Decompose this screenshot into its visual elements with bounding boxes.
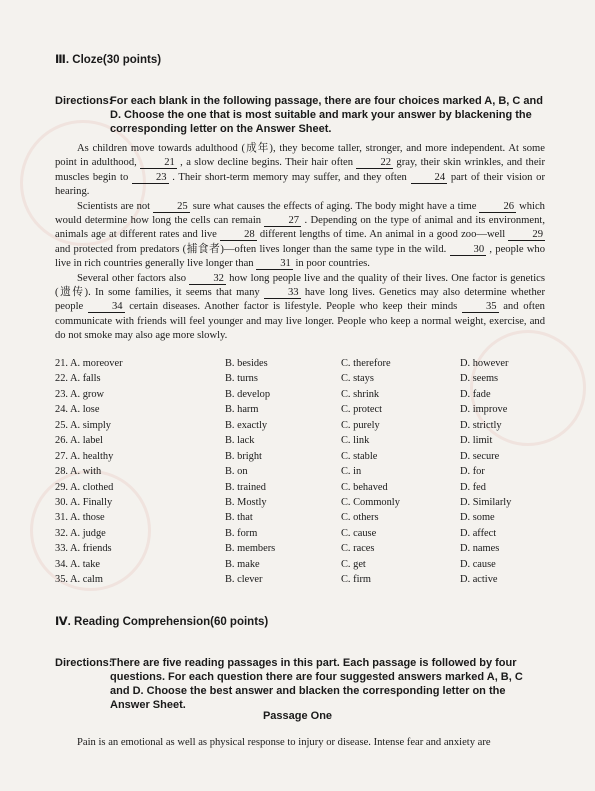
cloze-blank: 35 [462,301,499,313]
passage-paragraph [55,142,545,200]
passage-first-line: Pain is an emotional as well as physical response to injury or disease. Intense fear and anxiety are [77,737,491,748]
passage-text: As children move towards adulthood (成年), they become taller, stronger, and more independent. At some point in adulthood, [55,143,545,169]
choice-option-c: C. races [341,543,375,555]
choice-row [55,402,545,417]
passage-text: how long people live and the quality of their lives. One factor is genetics (遗传). In some families, it seems that many [55,272,545,299]
passage-text: Several other factors also [77,272,187,284]
choice-option-c: C. cause [341,527,377,539]
choice-option-a: 29. A. clothed [55,481,114,493]
choice-row [55,449,545,464]
passage-text: and often communicate with friends will feel younger and may live longer. People who keep a normal weight, exercise, and do not smoke may also age more slowly. [55,301,545,342]
choice-option-b: B. make [225,558,260,570]
passage-text: certain diseases. Another factor is lifestyle. People who keep their minds [129,301,458,313]
choice-option-a: 34. A. take [55,558,101,570]
directions-label: Directions: [55,657,113,669]
choice-option-b: B. trained [225,481,266,493]
choice-row [55,557,545,572]
passage-paragraph [55,272,545,344]
choice-row [55,495,545,510]
choice-option-b: B. on [225,466,248,478]
directions-text: For each blank in the following passage, there are four choices marked A, B, C and D. Choose the one that is most suitable and mark your answer by blackening the corresponding letter on the Answer Sheet. [110,95,543,135]
choice-option-c: C. purely [341,419,380,431]
choice-option-d: D. seems [460,373,499,385]
choice-option-b: B. turns [225,373,258,385]
choice-option-c: C. Commonly [341,496,400,508]
choice-option-a: 27. A. healthy [55,450,114,462]
cloze-blank: 30 [450,244,487,256]
choice-option-a: 32. A. judge [55,527,106,539]
passage-text: Scientists are not [77,200,151,212]
choice-option-a: 26. A. label [55,435,103,447]
passage-text: have long lives. Genetics may also determine whether people [55,287,545,313]
passage-text: which would determine how long the cells can remain [55,200,545,227]
passage-paragraph [55,200,545,272]
choice-option-d: D. strictly [460,419,502,431]
choice-option-d: D. cause [460,558,496,570]
choice-row [55,541,545,556]
section-title-cloze: Ⅲ. Cloze(30 points) [55,54,162,66]
passage-text: and protected from predators (捕食者)—often lives longer than the same type in the wild. [55,243,447,255]
choice-option-d: D. names [460,543,500,555]
choice-row [55,480,545,495]
choice-option-c: C. behaved [341,481,388,493]
passage-text: , people who live in rich countries generally live longer than [55,243,545,270]
choice-option-a: 25. A. simply [55,419,112,431]
choice-option-a: 23. A. grow [55,388,105,400]
cloze-blank: 27 [264,215,301,227]
passage-text: different lengths of time. An animal in a good zoo—well [259,229,506,241]
choice-option-b: B. that [225,512,253,524]
choice-option-b: B. lack [225,435,255,447]
choice-option-d: D. improve [460,404,508,416]
choice-option-a: 24. A. lose [55,404,100,416]
choice-option-d: D. secure [460,450,500,462]
choice-option-a: 28. A. with [55,466,102,478]
choice-option-b: B. form [225,527,258,539]
choice-row [55,526,545,541]
choice-row [55,387,545,402]
choice-option-c: C. protect [341,404,382,416]
choice-option-b: B. harm [225,404,259,416]
passage-text: part of their vision or hearing. [55,171,545,198]
cloze-blank: 28 [220,229,257,241]
directions-label: Directions: [55,95,113,107]
choice-row [55,356,545,371]
choice-option-b: B. bright [225,450,262,462]
choice-option-c: C. stable [341,450,378,462]
cloze-blank: 24 [411,172,448,184]
choice-option-b: B. clever [225,574,263,586]
choice-option-c: C. stays [341,373,374,385]
choice-option-b: B. Mostly [225,496,267,508]
cloze-blank: 33 [264,287,301,299]
choice-row [55,464,545,479]
cloze-passage [55,142,545,344]
choice-option-d: D. some [460,512,495,524]
cloze-blank: 32 [189,273,226,285]
choice-option-d: D. Similarly [460,496,512,508]
choice-option-c: C. firm [341,574,372,586]
passage-text: , a slow decline begins. Their hair often [180,157,354,169]
cloze-blank: 25 [153,201,190,213]
choice-option-b: B. members [225,543,276,555]
choice-option-d: D. fed [460,481,486,493]
passage-text: gray, their skin wrinkles, and their muscles begin to [55,157,545,183]
section-title-reading: Ⅳ. Reading Comprehension(60 points) [55,616,269,628]
choice-option-b: B. develop [225,388,271,400]
choice-option-c: C. in [341,466,362,478]
choice-option-d: D. fade [460,388,491,400]
passage-text: in poor countries. [295,258,370,270]
passage-title: Passage One [262,710,333,722]
cloze-blank: 23 [132,172,169,184]
choice-option-a: 22. A. falls [55,373,101,385]
choice-option-d: D. limit [460,435,493,447]
cloze-blank: 21 [140,157,177,169]
choice-option-a: 30. A. Finally [55,496,113,508]
cloze-blank: 22 [356,157,393,169]
choice-option-c: C. link [341,435,370,447]
passage-text: sure what causes the effects of aging. The body might have a time [192,200,477,212]
choices-list [55,356,545,588]
choice-option-a: 31. A. those [55,512,105,524]
cloze-blank: 34 [88,301,125,313]
choice-option-a: 21. A. moreover [55,358,123,369]
cloze-blank: 29 [508,229,545,241]
choice-option-c: C. therefore [341,358,391,369]
choice-option-c: C. get [341,558,366,570]
choice-option-a: 33. A. friends [55,543,112,555]
choice-row [55,433,545,448]
choice-row [55,510,545,525]
cloze-directions [55,94,545,136]
choice-option-a: 35. A. calm [55,574,103,586]
choice-option-d: D. however [460,358,509,369]
choice-option-b: B. besides [225,358,268,369]
cloze-blank: 26 [479,201,516,213]
passage-text: . Their short-term memory may suffer, and they often [172,171,407,183]
choice-option-c: C. shrink [341,388,380,400]
choice-option-d: D. for [460,466,485,478]
cloze-blank: 31 [256,258,293,270]
choice-row [55,572,545,587]
reading-directions [55,656,545,712]
choice-row [55,418,545,433]
choice-option-d: D. active [460,574,498,586]
choice-option-c: C. others [341,512,379,524]
choice-row [55,371,545,386]
choice-option-d: D. affect [460,527,497,539]
choice-option-b: B. exactly [225,419,268,431]
directions-text: There are five reading passages in this part. Each passage is followed by four questions. For each question there are four suggested answers marked A, B, C and D. Choose the best answer and blacken the corresponding letter on the Answer Sheet. [110,657,523,711]
passage-text: . Depending on the type of animal and its environment, animals age at different rates and live [55,215,545,241]
